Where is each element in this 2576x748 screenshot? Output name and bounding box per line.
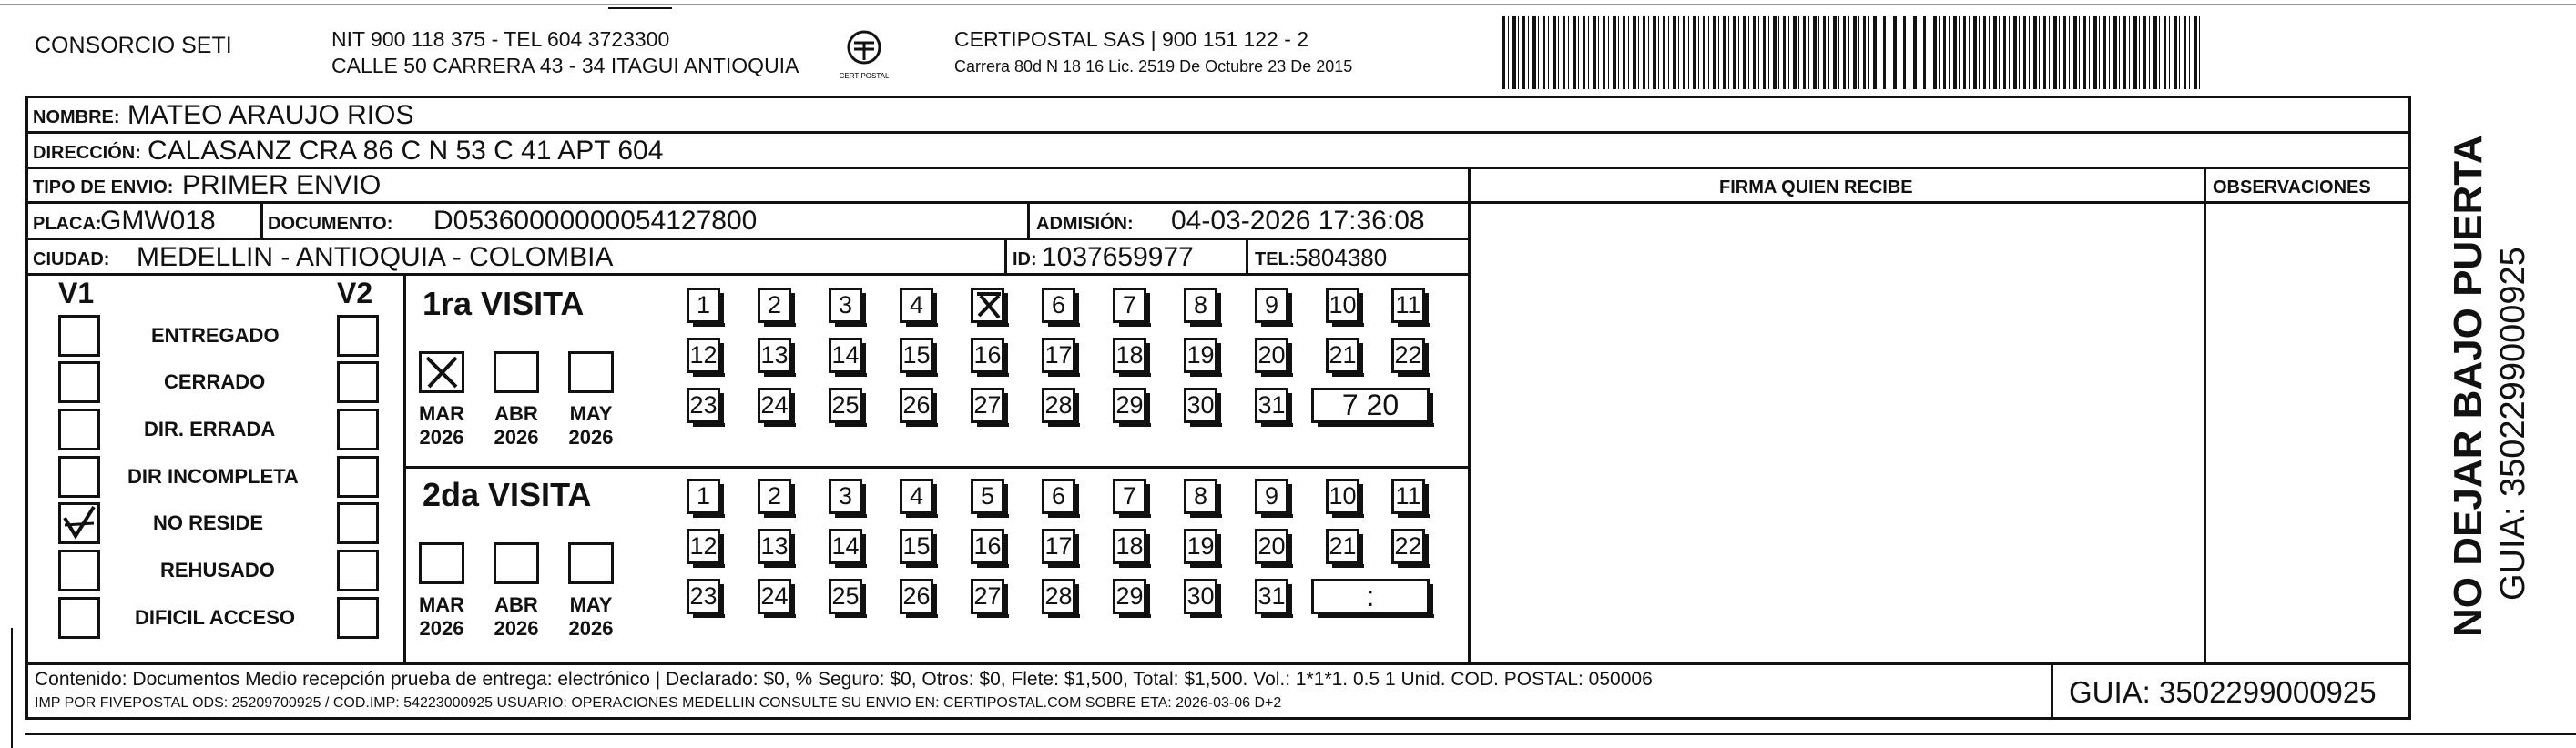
day-box[interactable]: 1 bbox=[687, 288, 720, 323]
ciudad-value: MEDELLIN - ANTIOQUIA - COLOMBIA bbox=[137, 242, 614, 272]
admision-value: 04-03-2026 17:36:08 bbox=[1171, 206, 1425, 236]
placa-label: PLACA: bbox=[33, 214, 102, 234]
day-box[interactable]: 16 bbox=[971, 529, 1004, 564]
day-box[interactable]: 27 bbox=[971, 579, 1004, 614]
status-label: ENTREGADO bbox=[151, 324, 280, 347]
day-box[interactable]: 24 bbox=[758, 579, 791, 614]
day-box[interactable] bbox=[971, 288, 1004, 323]
day-box[interactable]: 5 bbox=[971, 479, 1004, 514]
year-label: 2026 bbox=[568, 617, 614, 640]
v1-checkbox[interactable] bbox=[58, 361, 100, 403]
day-box[interactable]: 14 bbox=[829, 338, 862, 373]
first-visit-title: 1ra VISITA bbox=[423, 285, 585, 322]
day-box[interactable]: 12 bbox=[687, 338, 720, 373]
day-box[interactable]: 8 bbox=[1184, 288, 1217, 323]
month-label: MAR bbox=[418, 402, 465, 425]
certipostal-line1: CERTIPOSTAL SAS | 900 151 122 - 2 bbox=[954, 27, 1309, 51]
month-label: MAY bbox=[569, 593, 613, 616]
day-mark-icon bbox=[973, 290, 1004, 321]
day-box[interactable]: 8 bbox=[1184, 479, 1217, 514]
day-box[interactable]: 30 bbox=[1184, 579, 1217, 614]
address-line: CALLE 50 CARRERA 43 - 34 ITAGUI ANTIOQUIA bbox=[331, 54, 799, 77]
day-box[interactable]: 7 bbox=[1113, 288, 1146, 323]
time-box[interactable]: 7 20 bbox=[1311, 388, 1430, 423]
day-box[interactable]: 9 bbox=[1255, 479, 1288, 514]
day-box[interactable]: 4 bbox=[900, 288, 933, 323]
id-label: ID: bbox=[1013, 249, 1037, 269]
status-label: NO RESIDE bbox=[153, 511, 264, 534]
status-label: DIR INCOMPLETA bbox=[127, 465, 299, 488]
month-checkbox[interactable] bbox=[494, 542, 539, 584]
time-box[interactable]: : bbox=[1311, 579, 1430, 614]
second-visit-title: 2da VISITA bbox=[423, 476, 592, 513]
observaciones-header: OBSERVACIONES bbox=[2213, 177, 2371, 197]
tipo-envio-label: TIPO DE ENVIO: bbox=[33, 177, 174, 197]
tel-label: TEL: bbox=[1255, 249, 1296, 269]
year-label: 2026 bbox=[494, 617, 539, 640]
day-box[interactable]: 19 bbox=[1184, 338, 1217, 373]
nit-line: NIT 900 118 375 - TEL 604 3723300 bbox=[331, 27, 670, 51]
day-box[interactable]: 4 bbox=[900, 479, 933, 514]
day-box[interactable]: 26 bbox=[900, 388, 933, 423]
admision-label: ADMISIÓN: bbox=[1036, 214, 1134, 234]
v2-checkbox[interactable] bbox=[337, 456, 379, 498]
documento-label: DOCUMENTO: bbox=[268, 214, 393, 234]
day-box[interactable]: 28 bbox=[1042, 388, 1075, 423]
x-mark-icon bbox=[422, 354, 462, 390]
day-box[interactable]: 16 bbox=[971, 338, 1004, 373]
year-label: 2026 bbox=[419, 617, 464, 640]
v1-checkbox[interactable] bbox=[58, 409, 100, 450]
day-box[interactable]: 11 bbox=[1391, 288, 1425, 323]
direccion-value: CALASANZ CRA 86 C N 53 C 41 APT 604 bbox=[148, 136, 664, 166]
day-box[interactable]: 17 bbox=[1042, 338, 1075, 373]
guia-box-text: GUIA: 3502299000925 bbox=[2069, 675, 2377, 709]
nombre-value: MATEO ARAUJO RIOS bbox=[127, 100, 414, 130]
direccion-label: DIRECCIÓN: bbox=[33, 143, 141, 163]
month-label: MAY bbox=[569, 402, 613, 425]
v1-label: V1 bbox=[58, 277, 95, 309]
day-box[interactable]: 31 bbox=[1255, 388, 1288, 423]
logo-text: CERTIPOSTAL bbox=[840, 72, 889, 80]
day-box[interactable]: 11 bbox=[1391, 479, 1425, 514]
day-box[interactable]: 6 bbox=[1042, 479, 1075, 514]
status-label: CERRADO bbox=[164, 370, 266, 393]
day-box[interactable]: 22 bbox=[1391, 529, 1425, 564]
day-box[interactable]: 3 bbox=[829, 479, 862, 514]
day-box[interactable]: 10 bbox=[1326, 479, 1359, 514]
day-box[interactable]: 1 bbox=[687, 479, 720, 514]
day-box[interactable]: 13 bbox=[758, 529, 791, 564]
v1-checkbox[interactable] bbox=[58, 550, 100, 591]
side-guia: GUIA: 3502299000925 bbox=[2494, 247, 2532, 601]
day-box[interactable]: 20 bbox=[1255, 338, 1288, 373]
v2-checkbox[interactable] bbox=[337, 550, 379, 591]
v1-checkbox[interactable] bbox=[58, 502, 100, 544]
tel-value: 5804380 bbox=[1295, 244, 1388, 271]
day-box[interactable]: 14 bbox=[829, 529, 862, 564]
contenido-line: Contenido: Documentos Medio recepción prueba de entrega: electrónico | Declarado: $0, % Seguro: $0, Otros: $0, Flete: $1,500, Total: $1,500. Vol.: 1*1*1. 0.5 1 Unid. COD. POSTAL: 050006 bbox=[35, 669, 1653, 690]
month-checkbox[interactable] bbox=[568, 542, 614, 584]
day-box[interactable]: 20 bbox=[1255, 529, 1288, 564]
v2-checkbox[interactable] bbox=[337, 315, 379, 357]
day-box[interactable]: 7 bbox=[1113, 479, 1146, 514]
month-checkbox[interactable] bbox=[419, 542, 464, 584]
documento-value: D053600000000541278​00 bbox=[433, 206, 758, 236]
v1-checkbox[interactable] bbox=[58, 597, 100, 639]
certipostal-line2: Carrera 80d N 18 16 Lic. 2519 De Octubre 23 De 2015 bbox=[954, 57, 1353, 76]
day-box[interactable]: 26 bbox=[900, 579, 933, 614]
firma-header: FIRMA QUIEN RECIBE bbox=[1719, 177, 1913, 197]
day-box[interactable]: 2 bbox=[758, 479, 791, 514]
day-box[interactable]: 29 bbox=[1113, 579, 1146, 614]
day-box[interactable]: 10 bbox=[1326, 288, 1359, 323]
company-name: CONSORCIO SETI bbox=[35, 33, 232, 58]
v1-checkbox[interactable] bbox=[58, 456, 100, 498]
day-box[interactable]: 24 bbox=[758, 388, 791, 423]
day-box[interactable]: 13 bbox=[758, 338, 791, 373]
tipo-envio-value: PRIMER ENVIO bbox=[182, 170, 382, 200]
day-box[interactable]: 3 bbox=[829, 288, 862, 323]
day-box[interactable]: 15 bbox=[900, 338, 933, 373]
day-box[interactable]: 23 bbox=[687, 579, 720, 614]
day-box[interactable]: 21 bbox=[1326, 338, 1359, 373]
v2-checkbox[interactable] bbox=[337, 597, 379, 639]
day-box[interactable]: 22 bbox=[1391, 338, 1425, 373]
certipostal-logo bbox=[840, 29, 889, 82]
year-label: 2026 bbox=[494, 426, 539, 449]
v1-checkbox[interactable] bbox=[58, 315, 100, 357]
placa-value: GMW018 bbox=[100, 206, 216, 236]
month-checkbox[interactable] bbox=[568, 351, 614, 393]
day-box[interactable]: 21 bbox=[1326, 529, 1359, 564]
day-box[interactable]: 30 bbox=[1184, 388, 1217, 423]
v2-label: V2 bbox=[337, 277, 373, 309]
status-label: DIFICIL ACCESO bbox=[135, 606, 296, 629]
day-box[interactable]: 25 bbox=[829, 388, 862, 423]
day-box[interactable]: 15 bbox=[900, 529, 933, 564]
ciudad-label: CIUDAD: bbox=[33, 249, 110, 269]
day-box[interactable]: 23 bbox=[687, 388, 720, 423]
year-label: 2026 bbox=[568, 426, 614, 449]
month-label: MAR bbox=[418, 593, 465, 616]
day-box[interactable]: 28 bbox=[1042, 579, 1075, 614]
day-box[interactable]: 2 bbox=[758, 288, 791, 323]
status-label: DIR. ERRADA bbox=[144, 418, 276, 440]
month-checkbox[interactable] bbox=[494, 351, 539, 393]
nombre-label: NOMBRE: bbox=[33, 107, 120, 127]
no-dejar-bajo-puerta: NO DEJAR BAJO PUERTA bbox=[2446, 135, 2490, 637]
month-checkbox[interactable] bbox=[419, 351, 464, 393]
barcode bbox=[1502, 16, 2202, 89]
check-mark-icon bbox=[61, 505, 97, 541]
day-box[interactable]: 17 bbox=[1042, 529, 1075, 564]
day-box[interactable]: 9 bbox=[1255, 288, 1288, 323]
day-box[interactable]: 25 bbox=[829, 579, 862, 614]
status-label: REHUSADO bbox=[160, 559, 275, 581]
day-box[interactable]: 6 bbox=[1042, 288, 1075, 323]
year-label: 2026 bbox=[419, 426, 464, 449]
day-box[interactable]: 27 bbox=[971, 388, 1004, 423]
day-box[interactable]: 19 bbox=[1184, 529, 1217, 564]
month-label: ABR bbox=[494, 402, 538, 425]
day-box[interactable]: 18 bbox=[1113, 529, 1146, 564]
day-box[interactable]: 12 bbox=[687, 529, 720, 564]
v2-checkbox[interactable] bbox=[337, 502, 379, 544]
day-box[interactable]: 31 bbox=[1255, 579, 1288, 614]
month-label: ABR bbox=[494, 593, 538, 616]
day-box[interactable]: 29 bbox=[1113, 388, 1146, 423]
imp-line: IMP POR FIVEPOSTAL ODS: 25209700925 / COD.IMP: 54223000925 USUARIO: OPERACIONES MEDELLIN CONSULTE SU ENVIO EN: CERTIPOSTAL.COM SOBRE ETA: 2026-03-06 D+2 bbox=[35, 695, 1282, 711]
day-box[interactable]: 18 bbox=[1113, 338, 1146, 373]
v2-checkbox[interactable] bbox=[337, 361, 379, 403]
id-value: 1037659977 bbox=[1042, 242, 1194, 272]
v2-checkbox[interactable] bbox=[337, 409, 379, 450]
